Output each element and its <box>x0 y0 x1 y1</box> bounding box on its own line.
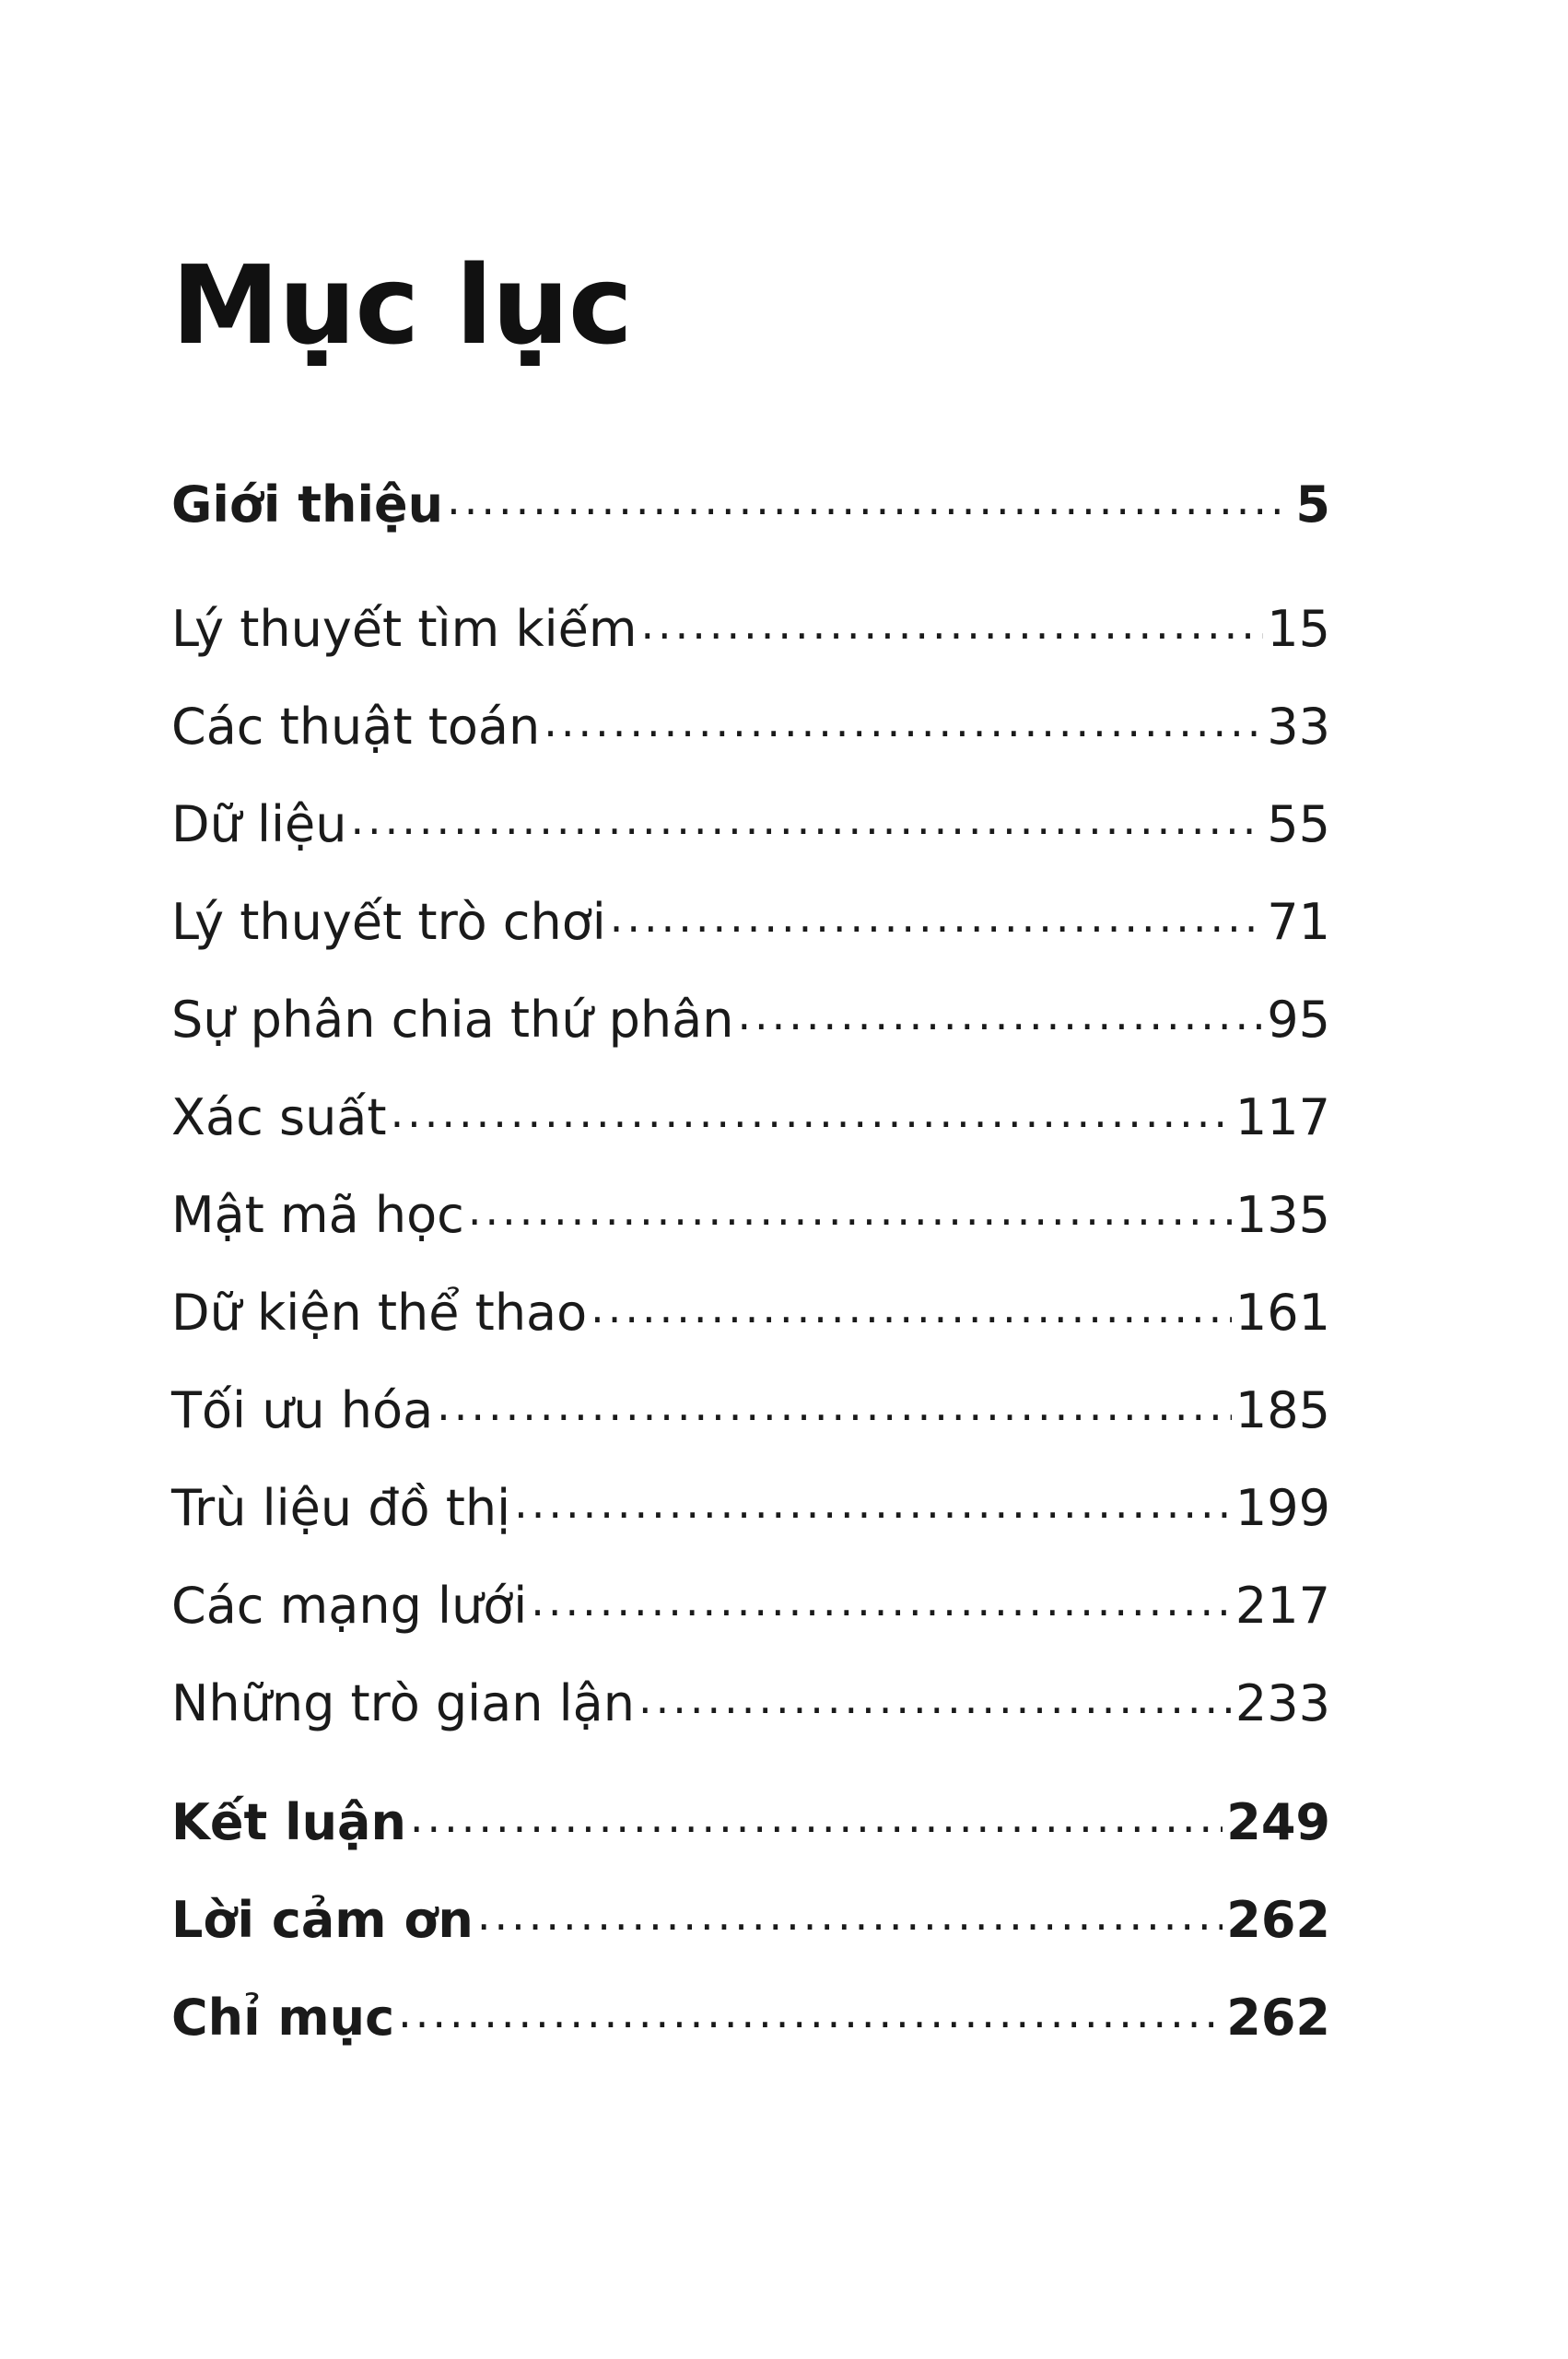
toc-entry-page: 217 <box>1235 1576 1330 1635</box>
toc-entry-page: 262 <box>1226 1988 1330 2047</box>
toc-leader-dots <box>638 1671 1232 1720</box>
toc-entry-label: Các mạng lưới <box>171 1576 528 1635</box>
toc-entry-label: Kết luận <box>171 1792 406 1851</box>
toc-entry-page: 71 <box>1267 892 1330 951</box>
toc-leader-dots <box>514 1475 1232 1525</box>
toc-entry-page: 117 <box>1235 1087 1330 1146</box>
toc-leader-dots <box>737 987 1263 1037</box>
toc-entry-page: 249 <box>1226 1792 1330 1851</box>
toc-leader-dots <box>447 472 1292 522</box>
toc-leader-dots <box>391 1085 1232 1134</box>
toc-entry-page: 185 <box>1235 1380 1330 1439</box>
toc-leader-dots <box>350 792 1263 841</box>
toc-leader-dots <box>591 1280 1232 1330</box>
toc-entry-nhung-tro-gian-lan[interactable] <box>171 1671 1330 1732</box>
toc-entry-chi-muc[interactable] <box>171 1985 1330 2047</box>
toc-entry-page: 199 <box>1235 1478 1330 1537</box>
toc-entry-xac-suat[interactable] <box>171 1085 1330 1146</box>
toc-entry-du-lieu[interactable] <box>171 792 1330 853</box>
toc-entry-label: Trù liệu đồ thị <box>171 1478 511 1537</box>
toc-entry-cac-thuat-toan[interactable] <box>171 694 1330 756</box>
toc-entry-ly-thuyet-tim-kiem[interactable] <box>171 596 1330 658</box>
toc-entry-ket-luan[interactable] <box>171 1790 1330 1851</box>
toc-entry-page: 95 <box>1267 990 1330 1049</box>
toc-entry-page: 233 <box>1235 1673 1330 1732</box>
toc-leader-dots <box>531 1573 1232 1623</box>
toc-entry-page: 5 <box>1295 475 1330 534</box>
toc-entry-page: 33 <box>1267 697 1330 756</box>
toc-entry-du-kien-the-thao[interactable] <box>171 1280 1330 1342</box>
table-of-contents <box>171 472 1369 2047</box>
toc-entry-page: 15 <box>1267 599 1330 658</box>
toc-leader-dots <box>437 1378 1232 1427</box>
toc-entry-toi-uu-hoa[interactable] <box>171 1378 1330 1439</box>
toc-leader-dots <box>544 694 1263 744</box>
toc-entry-label: Lời cảm ơn <box>171 1890 474 1949</box>
toc-entry-page: 161 <box>1235 1283 1330 1342</box>
toc-entry-label: Mật mã học <box>171 1185 464 1244</box>
toc-entry-label: Dữ liệu <box>171 794 347 853</box>
toc-entry-label: Xác suất <box>171 1087 387 1146</box>
toc-entry-cac-mang-luoi[interactable] <box>171 1573 1330 1635</box>
page-title: Mục lục <box>171 241 632 369</box>
toc-leader-dots <box>640 596 1263 646</box>
toc-entry-label: Sự phân chia thứ phân <box>171 990 734 1049</box>
toc-entry-label: Những trò gian lận <box>171 1673 635 1732</box>
toc-entry-label: Tối ưu hóa <box>171 1380 434 1439</box>
toc-entry-label: Lý thuyết trò chơi <box>171 892 606 951</box>
toc-entry-gioi-thieu[interactable] <box>171 472 1330 534</box>
toc-entry-su-phan-chia-thu-phan[interactable] <box>171 987 1330 1049</box>
toc-entry-label: Dữ kiện thể thao <box>171 1283 588 1342</box>
toc-entry-label: Lý thuyết tìm kiếm <box>171 599 638 658</box>
toc-entry-tru-lieu-do-thi[interactable] <box>171 1475 1330 1537</box>
toc-entry-label: Các thuật toán <box>171 697 541 756</box>
toc-entry-mat-ma-hoc[interactable] <box>171 1182 1330 1244</box>
page-content <box>171 241 1369 2083</box>
toc-entry-page: 262 <box>1226 1890 1330 1949</box>
toc-entry-ly-thuyet-tro-choi[interactable] <box>171 889 1330 951</box>
toc-entry-label: Giới thiệu <box>171 475 444 534</box>
toc-leader-dots <box>398 1985 1223 2035</box>
toc-leader-dots <box>610 889 1264 939</box>
toc-leader-dots <box>468 1182 1232 1232</box>
toc-entry-page: 55 <box>1267 794 1330 853</box>
toc-entry-loi-cam-on[interactable] <box>171 1887 1330 1949</box>
toc-entry-label: Chỉ mục <box>171 1988 395 2047</box>
toc-leader-dots <box>477 1887 1223 1937</box>
toc-leader-dots <box>410 1790 1223 1839</box>
toc-entry-page: 135 <box>1235 1185 1330 1244</box>
